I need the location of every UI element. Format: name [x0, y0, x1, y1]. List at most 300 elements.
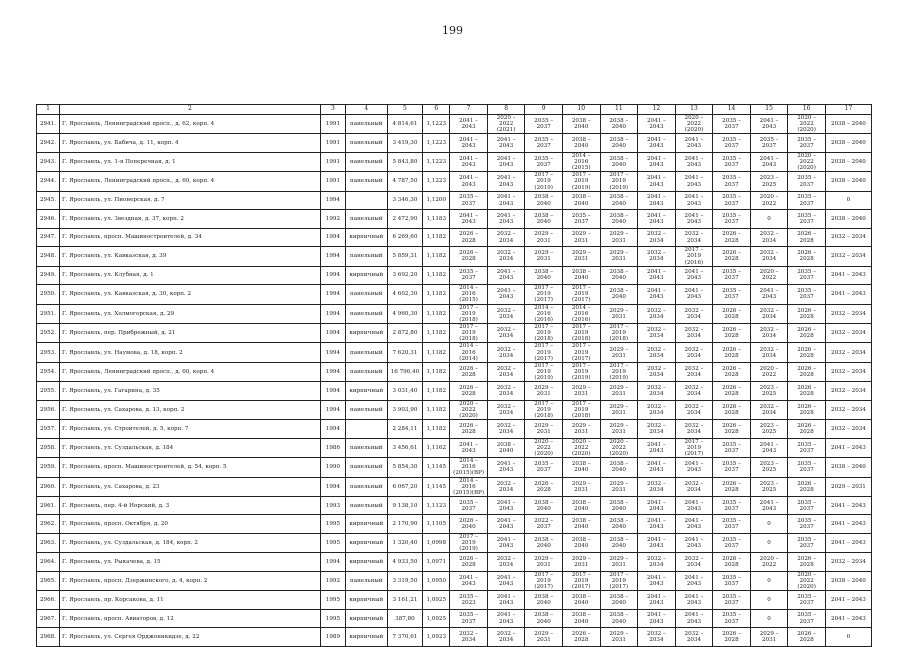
table-cell: 2041 – 2043: [675, 515, 713, 534]
table-row: [37, 152, 872, 171]
table-row: [37, 400, 872, 419]
table-cell: 7 370,61: [387, 628, 422, 647]
table-cell: кирпичный: [345, 515, 387, 534]
table-cell: 2038 – 2040: [600, 591, 638, 610]
table-cell: 2035 – 2037: [788, 210, 826, 229]
table-cell: 2041 – 2043: [638, 591, 676, 610]
table-cell: 2035 – 2037: [713, 115, 751, 134]
table-cell: 2029 – 2031: [600, 343, 638, 362]
table-cell: 2038 – 2040: [562, 515, 600, 534]
table-cell: 2041 – 2043: [638, 266, 676, 285]
table-cell: 2017 – 2019 (2019): [600, 172, 638, 191]
table-cell: 1994: [320, 420, 345, 439]
table-cell: 2029 – 2031: [525, 628, 563, 647]
table-cell: 2029 – 2031: [525, 382, 563, 401]
column-number-1: 1: [37, 105, 60, 115]
table-cell: 2038 – 2040: [825, 458, 871, 477]
table-cell: 2041 – 2043: [675, 571, 713, 590]
table-cell: панельный: [345, 210, 387, 229]
table-cell: 2041 – 2043: [675, 172, 713, 191]
table-cell: 2032 – 2034: [675, 477, 713, 496]
table-cell: 2032 – 2034: [825, 420, 871, 439]
table-cell: 1995: [320, 533, 345, 552]
table-cell: 2017 – 2019 (2017): [562, 343, 600, 362]
table-cell: 2029 – 2031: [600, 477, 638, 496]
table-cell: 2022 – 2037: [525, 515, 563, 534]
table-cell: 2026 – 2028: [788, 343, 826, 362]
table-cell: 2035 – 2037: [713, 285, 751, 304]
table-cell: 2032 – 2034: [487, 324, 525, 343]
register-body: [37, 115, 872, 647]
table-cell: 2035 – 2037: [450, 609, 488, 628]
table-cell: 2026 – 2028: [713, 628, 751, 647]
table-cell: 2020 – 2022: [750, 191, 788, 210]
column-number-10: 10: [562, 105, 600, 115]
table-cell: 2035 – 2037: [713, 152, 751, 171]
table-row: [37, 210, 872, 229]
table-cell: 3 692,20: [387, 266, 422, 285]
table-cell: 2029 – 2031: [525, 553, 563, 572]
table-cell: панельный: [345, 400, 387, 419]
table-cell: 2038 – 2040: [562, 496, 600, 515]
table-row: [37, 591, 872, 610]
table-cell: 2032 – 2034: [675, 324, 713, 343]
table-cell: 2041 – 2043: [487, 591, 525, 610]
table-cell: 2038 – 2040: [825, 152, 871, 171]
table-cell: 2035 – 2037: [750, 134, 788, 153]
table-cell: 2026 – 2028: [788, 400, 826, 419]
table-cell: 2026 – 2028: [713, 247, 751, 266]
table-cell: 2038 – 2040: [825, 172, 871, 191]
table-row: [37, 609, 872, 628]
table-row: [37, 172, 872, 191]
table-cell: 1,1223: [423, 134, 450, 153]
table-cell: 2017 – 2019 (2018): [600, 324, 638, 343]
table-cell: 2017 – 2019 (2019): [562, 362, 600, 381]
table-cell: 2038 – 2040: [525, 191, 563, 210]
table-cell: 2038 – 2040: [525, 266, 563, 285]
table-cell: 2032 – 2034: [487, 228, 525, 247]
table-cell: 2041 – 2043: [750, 115, 788, 134]
table-cell: 2041 – 2043: [825, 285, 871, 304]
table-cell: 2041 – 2043: [675, 134, 713, 153]
table-cell: 2041 – 2043: [487, 458, 525, 477]
table-cell: 1994: [320, 553, 345, 572]
table-cell: 2029 – 2031: [562, 420, 600, 439]
table-cell: 2035 – 2037: [788, 533, 826, 552]
address-cell: Г. Ярославль, ул. Кавказская, д. 30, корп. 2: [59, 285, 320, 304]
row-number-cell: 2951.: [37, 304, 60, 323]
table-cell: 2041 – 2043: [638, 609, 676, 628]
table-cell: 2026 – 2028: [788, 304, 826, 323]
table-cell: 2041 – 2043: [450, 115, 488, 134]
table-cell: 2035 – 2037: [713, 533, 751, 552]
table-cell: 2038 – 2040: [600, 609, 638, 628]
table-cell: панельный: [345, 285, 387, 304]
table-cell: 2041 – 2043: [675, 285, 713, 304]
table-cell: 2032 – 2034: [638, 247, 676, 266]
table-cell: 2014 – 2016 (2016): [562, 304, 600, 323]
table-cell: [345, 191, 387, 210]
table-cell: 2038 – 2040: [525, 496, 563, 515]
table-cell: 3 419,30: [387, 134, 422, 153]
table-cell: 2041 – 2043: [750, 152, 788, 171]
table-cell: 2026 – 2028: [788, 247, 826, 266]
table-cell: 2032 – 2034: [638, 628, 676, 647]
table-cell: 2017 – 2019 (2018): [525, 400, 563, 419]
table-cell: 1,1223: [423, 152, 450, 171]
table-cell: 2041 – 2043: [450, 134, 488, 153]
table-cell: 1,0925: [423, 591, 450, 610]
table-cell: 2038 – 2040: [525, 609, 563, 628]
table-cell: 2035 – 2037: [525, 115, 563, 134]
table-cell: 2041 – 2043: [487, 172, 525, 191]
table-cell: 2035 – 2037: [713, 210, 751, 229]
table-row: [37, 515, 872, 534]
table-cell: 2038 – 2040: [600, 191, 638, 210]
table-cell: 2032 – 2034: [825, 553, 871, 572]
table-cell: 2038 – 2040: [562, 609, 600, 628]
table-cell: 2032 – 2034: [675, 420, 713, 439]
column-number-2: 2: [59, 105, 320, 115]
row-number-cell: 2941.: [37, 115, 60, 134]
table-cell: 1994: [320, 266, 345, 285]
table-cell: 2026 – 2028: [713, 382, 751, 401]
table-cell: 2041 – 2043: [675, 458, 713, 477]
table-cell: 2038 – 2040: [825, 134, 871, 153]
table-cell: кирпичный: [345, 266, 387, 285]
table-cell: 4 814,61: [387, 115, 422, 134]
table-cell: 2020 – 2022 (2020): [788, 571, 826, 590]
row-number-cell: 2950.: [37, 285, 60, 304]
table-cell: 2026 – 2028: [713, 362, 751, 381]
table-row: [37, 191, 872, 210]
row-number-cell: 2965.: [37, 571, 60, 590]
row-number-cell: 2962.: [37, 515, 60, 534]
table-cell: 2032 – 2034: [825, 400, 871, 419]
table-cell: 2023 – 2025: [750, 172, 788, 191]
table-cell: 1991: [320, 115, 345, 134]
table-cell: 2041 – 2043: [487, 210, 525, 229]
table-cell: 2038 – 2040: [600, 285, 638, 304]
table-row: [37, 628, 872, 647]
table-cell: 2038 – 2040: [600, 134, 638, 153]
table-cell: 2029 – 2031: [525, 228, 563, 247]
table-cell: 2041 – 2043: [487, 515, 525, 534]
table-cell: 2041 – 2043: [675, 266, 713, 285]
table-cell: 0: [750, 609, 788, 628]
table-cell: 5 843,80: [387, 152, 422, 171]
table-cell: 2026 – 2028: [450, 553, 488, 572]
table-cell: 2032 – 2034: [487, 628, 525, 647]
table-cell: 1989: [320, 628, 345, 647]
table-cell: 2035 – 2037: [788, 191, 826, 210]
table-cell: 2029 – 2031: [562, 382, 600, 401]
table-cell: 2 872,80: [387, 324, 422, 343]
table-cell: 1 320,40: [387, 533, 422, 552]
table-cell: 1991: [320, 172, 345, 191]
table-cell: 1,1223: [423, 172, 450, 191]
row-number-cell: 2955.: [37, 382, 60, 401]
table-cell: 1,0971: [423, 553, 450, 572]
table-cell: 3 161,21: [387, 591, 422, 610]
table-row: [37, 115, 872, 134]
table-cell: 2017 – 2019 (2017): [525, 571, 563, 590]
table-cell: 2041 – 2043: [825, 438, 871, 457]
table-cell: 2041 – 2043: [638, 191, 676, 210]
table-cell: 2026 – 2028: [713, 324, 751, 343]
table-row: [37, 134, 872, 153]
table-cell: 3 903,90: [387, 400, 422, 419]
table-cell: кирпичный: [345, 609, 387, 628]
table-cell: 2041 – 2043: [675, 591, 713, 610]
table-cell: панельный: [345, 477, 387, 496]
row-number-cell: 2944.: [37, 172, 60, 191]
table-row: [37, 304, 872, 323]
column-number-3: 3: [320, 105, 345, 115]
column-number-17: 17: [825, 105, 871, 115]
table-cell: 2035 – 2037: [450, 191, 488, 210]
table-cell: панельный: [345, 496, 387, 515]
table-row: [37, 247, 872, 266]
table-cell: 1,1182: [423, 420, 450, 439]
column-number-row: [37, 105, 872, 115]
address-cell: Г. Ярославль, ул. Рыкачева, д. 15: [59, 553, 320, 572]
table-cell: 2038 – 2040: [825, 210, 871, 229]
address-cell: Г. Ярославль, ул. Бабича, д. 11, корп. 4: [59, 134, 320, 153]
table-cell: 2035 – 2037: [713, 496, 751, 515]
row-number-cell: 2942.: [37, 134, 60, 153]
table-cell: 2041 – 2043: [450, 152, 488, 171]
table-cell: 1,0950: [423, 571, 450, 590]
table-cell: панельный: [345, 458, 387, 477]
table-cell: 2023 – 2025: [750, 382, 788, 401]
row-number-cell: 2957.: [37, 420, 60, 439]
table-cell: 2029 – 2031: [525, 420, 563, 439]
table-cell: 2041 – 2043: [487, 152, 525, 171]
table-cell: 2032 – 2034: [825, 362, 871, 381]
table-cell: 2041 – 2043: [750, 496, 788, 515]
table-cell: 2041 – 2043: [638, 115, 676, 134]
address-cell: Г. Ярославль, Ленинградский просп., д. 62, корп. 4: [59, 115, 320, 134]
table-cell: 2035 – 2037: [713, 266, 751, 285]
table-cell: 2035 – 2037: [713, 571, 751, 590]
table-cell: панельный: [345, 152, 387, 171]
table-cell: 2032 – 2034: [750, 400, 788, 419]
table-cell: 1,1182: [423, 324, 450, 343]
table-row: [37, 477, 872, 496]
table-cell: 2035 – 2037: [713, 458, 751, 477]
table-cell: 2026 – 2028: [450, 420, 488, 439]
table-cell: 7 620,31: [387, 343, 422, 362]
table-cell: 2032 – 2034: [638, 477, 676, 496]
table-cell: 2017 – 2019 (2017): [525, 343, 563, 362]
table-cell: кирпичный: [345, 533, 387, 552]
table-cell: 2041 – 2043: [675, 533, 713, 552]
table-cell: 1994: [320, 382, 345, 401]
row-number-cell: 2954.: [37, 362, 60, 381]
table-cell: 2038 – 2040: [487, 438, 525, 457]
table-cell: 2032 – 2034: [638, 343, 676, 362]
table-cell: 3 319,50: [387, 571, 422, 590]
page-number: 199: [442, 24, 463, 37]
table-cell: 2041 – 2043: [750, 438, 788, 457]
table-cell: 2041 – 2043: [487, 134, 525, 153]
register-table: [36, 104, 872, 647]
address-cell: Г. Ярославль, Ленинградский просп., д. 60, корп. 4: [59, 172, 320, 191]
table-cell: 2041 – 2043: [638, 134, 676, 153]
table-cell: 1,1182: [423, 304, 450, 323]
table-cell: 2032 – 2034: [825, 228, 871, 247]
table-cell: 2032 – 2034: [750, 343, 788, 362]
table-row: [37, 362, 872, 381]
table-cell: 2041 – 2043: [487, 191, 525, 210]
table-cell: 2038 – 2040: [562, 191, 600, 210]
table-row: [37, 228, 872, 247]
table-cell: 2029 – 2031: [600, 247, 638, 266]
column-number-12: 12: [638, 105, 676, 115]
table-cell: 2041 – 2043: [675, 152, 713, 171]
table-cell: 2035 – 2037: [788, 172, 826, 191]
table-cell: 1,1182: [423, 285, 450, 304]
table-cell: 1,0998: [423, 533, 450, 552]
table-cell: 2032 – 2034: [487, 400, 525, 419]
table-cell: кирпичный: [345, 591, 387, 610]
table-cell: 2032 – 2034: [487, 420, 525, 439]
table-cell: 2020 – 2022 (2020): [450, 400, 488, 419]
table-cell: 2032 – 2034: [675, 304, 713, 323]
table-cell: 2035 – 2037: [788, 591, 826, 610]
table-row: [37, 285, 872, 304]
table-cell: 0: [825, 628, 871, 647]
row-number-cell: 2953.: [37, 343, 60, 362]
table-cell: 2035 – 2037: [713, 191, 751, 210]
table-cell: 2014 – 2016 (2014): [450, 343, 488, 362]
table-cell: 3 031,40: [387, 382, 422, 401]
table-cell: 2041 – 2043: [638, 210, 676, 229]
table-cell: 1992: [320, 571, 345, 590]
table-cell: 2017 – 2019 (2018): [562, 400, 600, 419]
address-cell: Г. Ярославль, просп. Авиаторов, д. 12: [59, 609, 320, 628]
table-cell: 2038 – 2040: [562, 458, 600, 477]
table-cell: 2032 – 2034: [825, 324, 871, 343]
table-cell: 2041 – 2043: [638, 496, 676, 515]
table-cell: 2029 – 2031: [600, 382, 638, 401]
table-cell: 2032 – 2034: [675, 382, 713, 401]
address-cell: Г. Ярославль, пр. Корсакова, д. 11: [59, 591, 320, 610]
address-cell: Г. Ярославль, ул. Сергея Орджоникидзе, д. 22: [59, 628, 320, 647]
table-cell: 2035 – 2037: [562, 210, 600, 229]
table-cell: 2020 – 2022 (2020): [525, 438, 563, 457]
table-cell: 0: [750, 515, 788, 534]
table-cell: 1,1182: [423, 382, 450, 401]
table-cell: 2041 – 2043: [450, 172, 488, 191]
table-cell: 1,1182: [423, 266, 450, 285]
table-cell: 2029 – 2031: [600, 228, 638, 247]
table-cell: 5 854,30: [387, 458, 422, 477]
table-cell: 2026 – 2028: [713, 228, 751, 247]
column-number-16: 16: [788, 105, 826, 115]
table-cell: 2017 – 2019 (2017): [600, 571, 638, 590]
table-cell: 1991: [320, 134, 345, 153]
table-cell: 2017 – 2019 (2017): [562, 285, 600, 304]
table-cell: панельный: [345, 343, 387, 362]
table-cell: 2026 – 2028: [788, 324, 826, 343]
table-cell: 2026 – 2028: [713, 553, 751, 572]
table-cell: 2020 – 2022 (2020): [788, 115, 826, 134]
table-cell: 2029 – 2031: [825, 477, 871, 496]
table-row: [37, 324, 872, 343]
column-number-7: 7: [450, 105, 488, 115]
table-cell: 2035 – 2037: [450, 496, 488, 515]
row-number-cell: 2960.: [37, 477, 60, 496]
table-cell: 5 859,31: [387, 247, 422, 266]
table-cell: 2038 – 2040: [562, 266, 600, 285]
table-cell: 2029 – 2031: [562, 553, 600, 572]
table-cell: 3 346,30: [387, 191, 422, 210]
table-cell: 2038 – 2040: [562, 591, 600, 610]
table-cell: 2035 – 2037: [788, 134, 826, 153]
table-cell: 2041 – 2043: [638, 285, 676, 304]
table-cell: 1,1123: [423, 496, 450, 515]
table-cell: 3 456,61: [387, 438, 422, 457]
table-cell: 2020 – 2022 (2020): [675, 115, 713, 134]
table-cell: 2032 – 2034: [825, 382, 871, 401]
table-cell: 1993: [320, 496, 345, 515]
table-cell: 2029 – 2031: [562, 477, 600, 496]
table-cell: 2026 – 2028: [788, 362, 826, 381]
column-number-9: 9: [525, 105, 563, 115]
table-cell: 2020 – 2022 (2021): [487, 115, 525, 134]
table-cell: 1,1182: [423, 362, 450, 381]
table-cell: 2026 – 2028: [450, 362, 488, 381]
row-number-cell: 2949.: [37, 266, 60, 285]
table-row: [37, 266, 872, 285]
table-cell: 2041 – 2043: [825, 515, 871, 534]
table-cell: 387,80: [387, 609, 422, 628]
table-cell: 2026 – 2028: [788, 628, 826, 647]
table-cell: 0: [750, 571, 788, 590]
table-cell: панельный: [345, 247, 387, 266]
table-cell: панельный: [345, 172, 387, 191]
table-cell: 2041 – 2043: [675, 191, 713, 210]
table-cell: 2014 – 2016 (2015)(ВР): [450, 458, 488, 477]
table-cell: 2041 – 2043: [638, 152, 676, 171]
table-cell: 1,1182: [423, 343, 450, 362]
table-cell: 2032 – 2034: [638, 362, 676, 381]
table-cell: 2017 – 2019 (2018): [450, 324, 488, 343]
row-number-cell: 2948.: [37, 247, 60, 266]
table-cell: кирпичный: [345, 324, 387, 343]
table-cell: 4 602,30: [387, 285, 422, 304]
row-number-cell: 2963.: [37, 533, 60, 552]
table-cell: панельный: [345, 115, 387, 134]
table-cell: 2029 – 2031: [562, 247, 600, 266]
table-cell: 2038 – 2040: [600, 266, 638, 285]
table-cell: 1994: [320, 362, 345, 381]
table-cell: 2017 – 2019 (2016): [675, 247, 713, 266]
table-cell: 2038 – 2040: [562, 134, 600, 153]
table-cell: 1994: [320, 304, 345, 323]
table-cell: 2026 – 2028: [713, 420, 751, 439]
row-number-cell: 2958.: [37, 438, 60, 457]
table-cell: 2035 – 2037: [788, 609, 826, 628]
table-cell: 2041 – 2043: [487, 571, 525, 590]
table-cell: кирпичный: [345, 553, 387, 572]
table-cell: 2029 – 2031: [600, 553, 638, 572]
table-cell: 1,1105: [423, 515, 450, 534]
table-cell: 2041 – 2043: [450, 438, 488, 457]
